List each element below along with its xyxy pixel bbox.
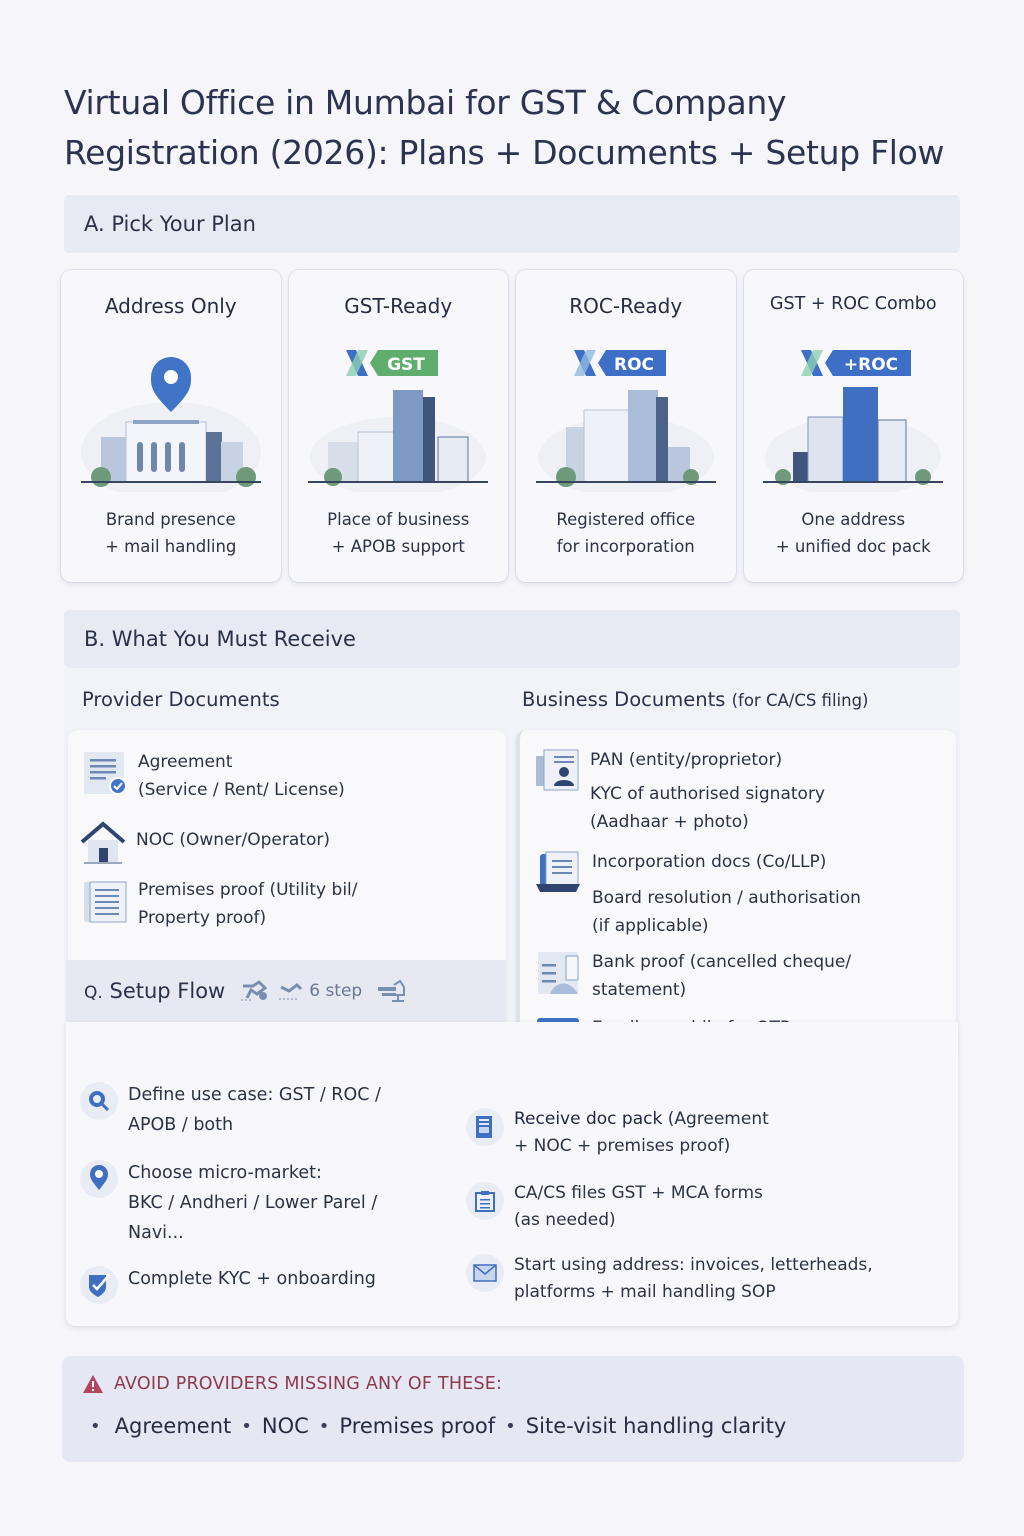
shield-check-icon xyxy=(80,1266,118,1304)
house-icon xyxy=(80,820,126,866)
steps-count: 6 step xyxy=(309,981,363,1001)
setup-flow-title xyxy=(84,979,225,1003)
bullet: • xyxy=(90,1415,101,1437)
combo-building-icon xyxy=(753,342,953,492)
section-b-title: B. What You Must Receive xyxy=(84,627,356,651)
doc-line: Bank proof (cancelled cheque/ xyxy=(592,952,852,972)
setup-step-4 xyxy=(466,1108,769,1160)
documents-panel xyxy=(64,668,960,1328)
step-line: + NOC + premises proof) xyxy=(514,1136,731,1156)
setup-step-6 xyxy=(466,1254,873,1306)
agreement-check-icon xyxy=(82,750,128,796)
doc-line: (if applicable) xyxy=(592,916,709,936)
bullet: • xyxy=(241,1415,252,1437)
desc-line: + mail handling xyxy=(105,537,237,556)
bullet: • xyxy=(505,1415,516,1437)
step-line: APOB / both xyxy=(128,1115,234,1135)
section-a-title: A. Pick Your Plan xyxy=(84,212,256,236)
setup-step-2 xyxy=(80,1160,377,1248)
doc-pack-icon xyxy=(466,1108,504,1146)
svg-text:ROC: ROC xyxy=(613,355,654,375)
plan-title: GST + ROC Combo xyxy=(769,294,937,314)
doc-item-incorporation xyxy=(536,850,861,940)
step-line: Navi... xyxy=(128,1223,184,1243)
map-pin-building-icon xyxy=(71,342,271,492)
doc-line: Board resolution / authorisation xyxy=(592,888,861,908)
doc-item-noc xyxy=(80,820,330,866)
step-line: Start using address: invoices, letterheads, xyxy=(514,1255,873,1275)
setup-badges xyxy=(239,979,408,1003)
clipboard-icon xyxy=(466,1182,504,1220)
document-icon xyxy=(82,878,128,924)
warning-title xyxy=(82,1374,502,1394)
plan-description xyxy=(776,506,931,560)
setup-flow-header xyxy=(66,960,506,1022)
warning-list xyxy=(90,1414,786,1438)
setup-step-3 xyxy=(80,1266,376,1304)
desc-line: Registered office xyxy=(556,510,696,529)
step-line: CA/CS files GST + MCA forms xyxy=(514,1183,763,1203)
plan-card-gst-ready[interactable] xyxy=(289,270,509,582)
section-a-header xyxy=(64,195,960,253)
bank-proof-icon xyxy=(536,950,582,996)
step-line: Define use case: GST / ROC / xyxy=(128,1085,381,1105)
setup-prefix: Q. xyxy=(84,983,103,1003)
flow-arrow-small-icon xyxy=(277,981,303,1001)
location-pin-icon xyxy=(80,1160,118,1198)
step-line: BKC / Andheri / Lower Parel / xyxy=(128,1193,378,1213)
warning-triangle-icon xyxy=(82,1374,104,1394)
step-text xyxy=(514,1252,873,1306)
doc-line: Property proof) xyxy=(138,908,267,928)
setup-heading: Setup Flow xyxy=(109,979,226,1003)
doc-line: NOC (Owner/Operator) xyxy=(136,830,330,850)
svg-text:+ROC: +ROC xyxy=(844,355,899,375)
step-line: (as needed) xyxy=(514,1210,616,1230)
business-documents-heading xyxy=(522,688,869,711)
plan-title: Address Only xyxy=(104,294,237,318)
plan-description xyxy=(105,506,236,560)
step-line: Choose micro-market: xyxy=(128,1163,322,1183)
doc-line: Agreement xyxy=(138,752,233,772)
desc-line: Place of business xyxy=(327,510,470,529)
desc-line: + unified doc pack xyxy=(775,537,931,556)
doc-text xyxy=(138,876,358,932)
bullet: • xyxy=(318,1415,330,1437)
monitor-flow-icon xyxy=(376,979,408,1003)
doc-line: Incorporation docs (Co/LLP) xyxy=(592,852,827,872)
setup-flow-card xyxy=(66,1022,958,1326)
setup-step-1 xyxy=(80,1082,381,1140)
desc-line: + APOB support xyxy=(331,537,465,556)
doc-text xyxy=(138,748,345,804)
warning-item: Premises proof xyxy=(339,1414,496,1438)
flow-arrow-icon xyxy=(239,980,271,1002)
warning-item: Site-visit handling clarity xyxy=(525,1414,787,1438)
warning-box xyxy=(62,1356,964,1462)
setup-step-5 xyxy=(466,1182,763,1234)
step-bold: Receive doc pack xyxy=(514,1109,663,1129)
desc-line: for incorporation xyxy=(556,537,695,556)
business-heading-text: Business Documents xyxy=(522,688,726,711)
doc-line: statement) xyxy=(592,980,687,1000)
warning-title-text: AVOID PROVIDERS MISSING ANY OF THESE: xyxy=(114,1374,503,1394)
business-documents-card xyxy=(516,730,956,1064)
search-icon xyxy=(80,1082,118,1120)
plan-description xyxy=(327,506,469,560)
id-card-icon xyxy=(534,748,580,794)
provider-documents-heading: Provider Documents xyxy=(82,688,280,711)
step-text xyxy=(128,1080,381,1140)
step-text xyxy=(514,1180,763,1234)
business-heading-suffix: (for CA/CS filing) xyxy=(731,691,869,710)
plan-title: ROC-Ready xyxy=(569,294,683,318)
doc-line: Premises proof (Utility bil/ xyxy=(138,880,358,900)
doc-line: PAN (entity/proprietor) xyxy=(590,750,783,770)
plan-description xyxy=(556,506,695,560)
doc-item-agreement xyxy=(82,750,345,804)
step-line: (Agreement xyxy=(662,1109,769,1129)
plan-cards xyxy=(61,270,963,582)
doc-item-pan-kyc xyxy=(534,748,825,836)
plan-card-gst-roc-combo[interactable] xyxy=(744,270,964,582)
step-text xyxy=(128,1158,377,1248)
roc-building-icon xyxy=(526,342,726,492)
gst-building-icon xyxy=(298,342,498,492)
plan-card-roc-ready[interactable] xyxy=(516,270,736,582)
warning-item: NOC xyxy=(261,1414,309,1438)
doc-text xyxy=(136,826,330,854)
step-text xyxy=(514,1106,769,1160)
step-text xyxy=(128,1264,376,1294)
page-title: Virtual Office in Mumbai for GST & Company Registration (2026): Plans + Documents + Setup Flow xyxy=(64,83,945,172)
svg-text:GST: GST xyxy=(387,355,426,375)
step-line: Complete KYC + onboarding xyxy=(128,1269,376,1289)
incorporation-docs-icon xyxy=(536,850,582,896)
step-line: platforms + mail handling SOP xyxy=(514,1282,776,1302)
doc-line: (Aadhaar + photo) xyxy=(590,812,749,832)
desc-line: One address xyxy=(801,510,906,529)
doc-text xyxy=(592,848,861,940)
plan-card-address-only[interactable] xyxy=(61,270,281,582)
envelope-icon xyxy=(466,1254,504,1292)
section-b-header xyxy=(64,610,960,668)
plan-title: GST-Ready xyxy=(344,294,453,318)
doc-text xyxy=(590,746,825,836)
doc-text xyxy=(592,948,851,1004)
desc-line: Brand presence xyxy=(105,510,236,529)
doc-item-bank-proof xyxy=(536,950,851,1004)
warning-item: Agreement xyxy=(114,1414,232,1438)
doc-item-premises-proof xyxy=(82,878,358,932)
doc-line: KYC of authorised signatory xyxy=(590,784,825,804)
doc-line: (Service / Rent/ License) xyxy=(138,780,345,800)
